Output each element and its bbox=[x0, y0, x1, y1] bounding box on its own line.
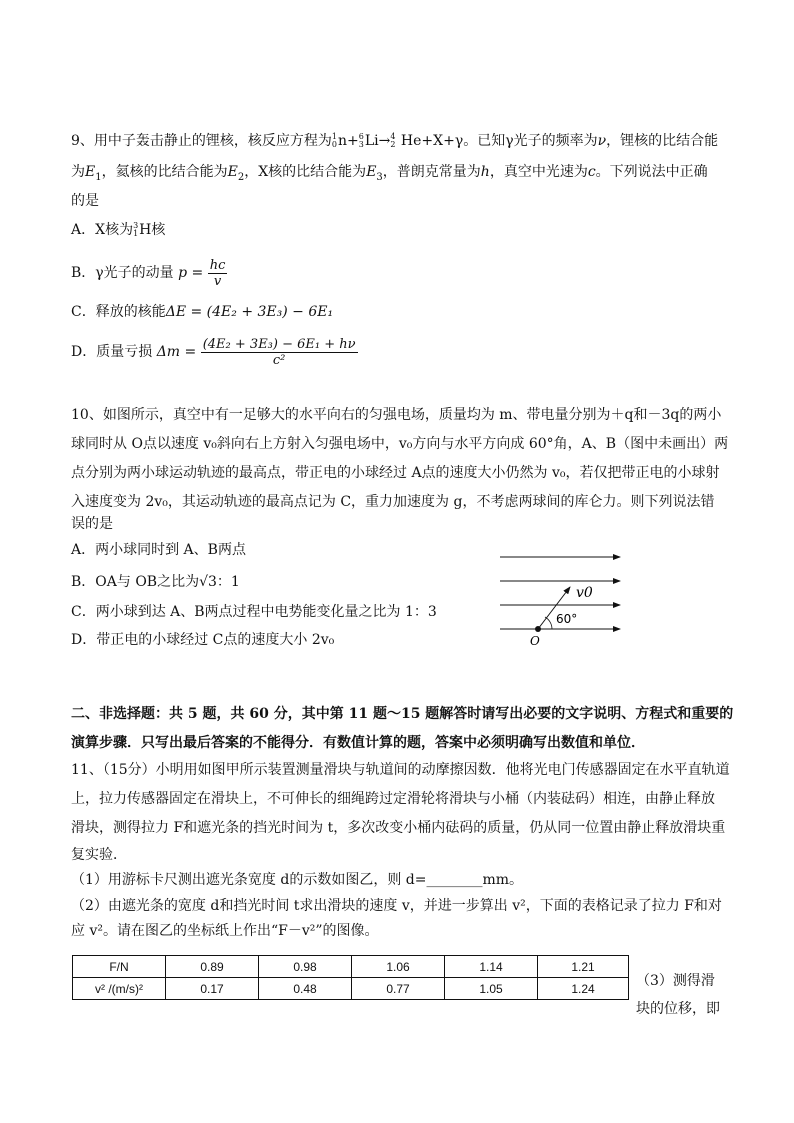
fraction-hc-over-v bbox=[208, 258, 228, 289]
q9-text: 。下列说法中正确 bbox=[595, 164, 708, 180]
table-cell: 1.06 bbox=[352, 956, 445, 978]
table-cell: 0.17 bbox=[166, 978, 259, 1000]
q9-option-c bbox=[71, 302, 333, 322]
q9-option-d bbox=[71, 334, 358, 370]
table-cell: 0.48 bbox=[259, 978, 352, 1000]
electric-field-figure bbox=[496, 543, 626, 652]
table-cell: 1.21 bbox=[538, 956, 629, 978]
q9-var-c: c bbox=[587, 164, 596, 180]
q11-line4: 复实验． bbox=[71, 847, 127, 863]
q9-text: ，真空中光速为 bbox=[489, 164, 588, 180]
q9-text: He+X+γ。已知γ光子的频率为 bbox=[400, 133, 598, 149]
q9-text: 为 bbox=[71, 164, 85, 180]
origin-label: O bbox=[530, 634, 540, 648]
q10-option-c: C．两小球到达 A、B两点过程中电势能变化量之比为 1：3 bbox=[71, 604, 437, 620]
option-label: D．质量亏损 bbox=[71, 344, 153, 360]
arrow-icon: → bbox=[378, 133, 391, 149]
q9-text: 9、用中子轰击静止的锂核，核反应方程为 bbox=[71, 133, 332, 149]
q11-sub2-line2: 应 v²。请在图乙的坐标纸上作出“F－v²”的图像。 bbox=[71, 923, 379, 939]
q11-line1: 11、（15分）小明用如图甲所示装置测量滑块与轨道间的动摩擦因数．他将光电门传感器固定在水平直轨道 bbox=[71, 762, 730, 778]
helium-symbol: 4 2 bbox=[390, 132, 396, 149]
angle-label: 60° bbox=[556, 612, 578, 626]
section2-line1: 二、非选择题：共 5 题，共 60 分，其中第 11 题～15 题解答时请写出必要的文字说明、方程式和重要的 bbox=[71, 706, 734, 722]
option-text: ：1 bbox=[216, 574, 240, 590]
table-cell: 1.14 bbox=[445, 956, 538, 978]
q10-option-d: D．带正电的小球经过 C点的速度大小 2v₀ bbox=[71, 632, 335, 648]
q9-text: ，普朗克常量为 bbox=[382, 164, 481, 180]
q11-line3: 滑块，测得拉力 F和遮光条的挡光时间为 t，多次改变小桶内砝码的质量，仍从同一位置由静止释放滑块重 bbox=[71, 820, 726, 836]
data-table bbox=[72, 955, 629, 1000]
table-row bbox=[73, 956, 629, 978]
option-label: C．释放的核能 bbox=[71, 304, 166, 320]
q9-option-b: B．γ光子的动量 p = $\frac{hc}{v}$ bbox=[71, 257, 226, 289]
q11-line2: 上，拉力传感器固定在滑块上，不可伸长的细绳跨过定滑轮将滑块与小桶（内装砝码）相连，由静止释放 bbox=[71, 791, 715, 807]
table-row bbox=[73, 978, 629, 1000]
q10-line3: 点分别为两小球运动轨迹的最高点，带正电的小球经过 A点的速度大小仍然为 v₀，若仅把带正电的小球射 bbox=[71, 465, 720, 481]
formula: ΔE = (4E₂ + 3E₃) − 6E₁ bbox=[165, 304, 334, 320]
q10-line4: 入速度变为 2v₀，其运动轨迹的最高点记为 C，重力加速度为 g，不考虑两球间的库仑力。则下列说法错 bbox=[71, 494, 715, 510]
q10-line1: 10、如图所示，真空中有一足够大的水平向右的匀强电场，质量均为 m、带电量分别为＋q和－3q的两小 bbox=[71, 407, 722, 423]
formula-lhs: Δm = bbox=[156, 344, 197, 360]
q9-line3: 的是 bbox=[71, 193, 99, 209]
q9-var-e1: E bbox=[85, 164, 96, 180]
q10-option-b bbox=[71, 572, 240, 592]
q9-text: ，氦核的比结合能为 bbox=[101, 164, 228, 180]
q9-option-a bbox=[71, 220, 165, 240]
table-cell: 1.05 bbox=[445, 978, 538, 1000]
q10-line2: 球同时从 O点以速度 v₀斜向右上方射入匀强电场中，v₀方向与水平方向成 60°角，A、B（图中未画出）两 bbox=[71, 436, 729, 452]
table-cell: F/N bbox=[73, 956, 166, 978]
numerator: (4E₂ + 3E₃) − 6E₁ + hν bbox=[202, 336, 356, 352]
option-label: B．γ光子的动量 bbox=[71, 265, 174, 281]
table-cell: 0.89 bbox=[166, 956, 259, 978]
q9-text: ，锂核的比结合能 bbox=[606, 133, 719, 149]
option-text: B．OA与 OB之比为 bbox=[71, 574, 200, 590]
table-cell: v² /(m/s)² bbox=[73, 978, 166, 1000]
denominator: c² bbox=[272, 352, 286, 368]
denominator: v bbox=[213, 273, 222, 289]
hydrogen-symbol: 3 1 bbox=[133, 221, 139, 238]
lithium-symbol: 6 3Li bbox=[358, 132, 379, 149]
q9-line2: 为$E_1$，氦核的比结合能为$E_2$，X核的比结合能为$E_3$，普朗克常量为h，真空中光速为c。下列说法中正确 bbox=[71, 164, 708, 183]
q10-option-a: A．两小球同时到 A、B两点 bbox=[71, 542, 246, 558]
sqrt-three: √3 bbox=[199, 574, 217, 590]
option-text: H核 bbox=[139, 222, 166, 238]
q9-var-nu: ν bbox=[597, 133, 607, 149]
q10-line5: 误的是 bbox=[71, 516, 113, 532]
option-label: A．X核为 bbox=[71, 222, 134, 238]
q11-sub3-line2: 块的位移，即 bbox=[636, 1001, 720, 1017]
section2-line2: 演算步骤．只写出最后答案的不能得分．有数值计算的题，答案中必须明确写出数值和单位． bbox=[71, 735, 645, 751]
var-p: p bbox=[178, 265, 188, 281]
fraction-mass-defect bbox=[201, 337, 358, 368]
q11-sub2-line1: （2）由遮光条的宽度 d和挡光时间 t求出滑块的速度 v，并进一步算出 v²，下面的表格记录了拉力 F和对 bbox=[71, 898, 722, 914]
q9-line1: 9、用中子轰击静止的锂核，核反应方程为1 0n+6 3Li→4 2 He+X+γ。已知γ光子的频率为ν，锂核的比结合能 bbox=[71, 132, 719, 149]
q9-text: ，X核的比结合能为 bbox=[244, 164, 367, 180]
numerator: hc bbox=[209, 257, 226, 273]
q11-sub3-line1: （3）测得滑 bbox=[636, 973, 715, 989]
table-cell: 0.77 bbox=[352, 978, 445, 1000]
table-cell: 0.98 bbox=[259, 956, 352, 978]
q11-sub1: （1）用游标卡尺测出遮光条宽度 d的示数如图乙，则 d=________mm。 bbox=[71, 872, 524, 888]
neutron-symbol: 1 0n bbox=[331, 132, 348, 149]
table-cell: 1.24 bbox=[538, 978, 629, 1000]
v0-label: v0 bbox=[576, 585, 593, 601]
q9-var-h: h bbox=[480, 164, 490, 180]
origin-point bbox=[535, 626, 541, 632]
